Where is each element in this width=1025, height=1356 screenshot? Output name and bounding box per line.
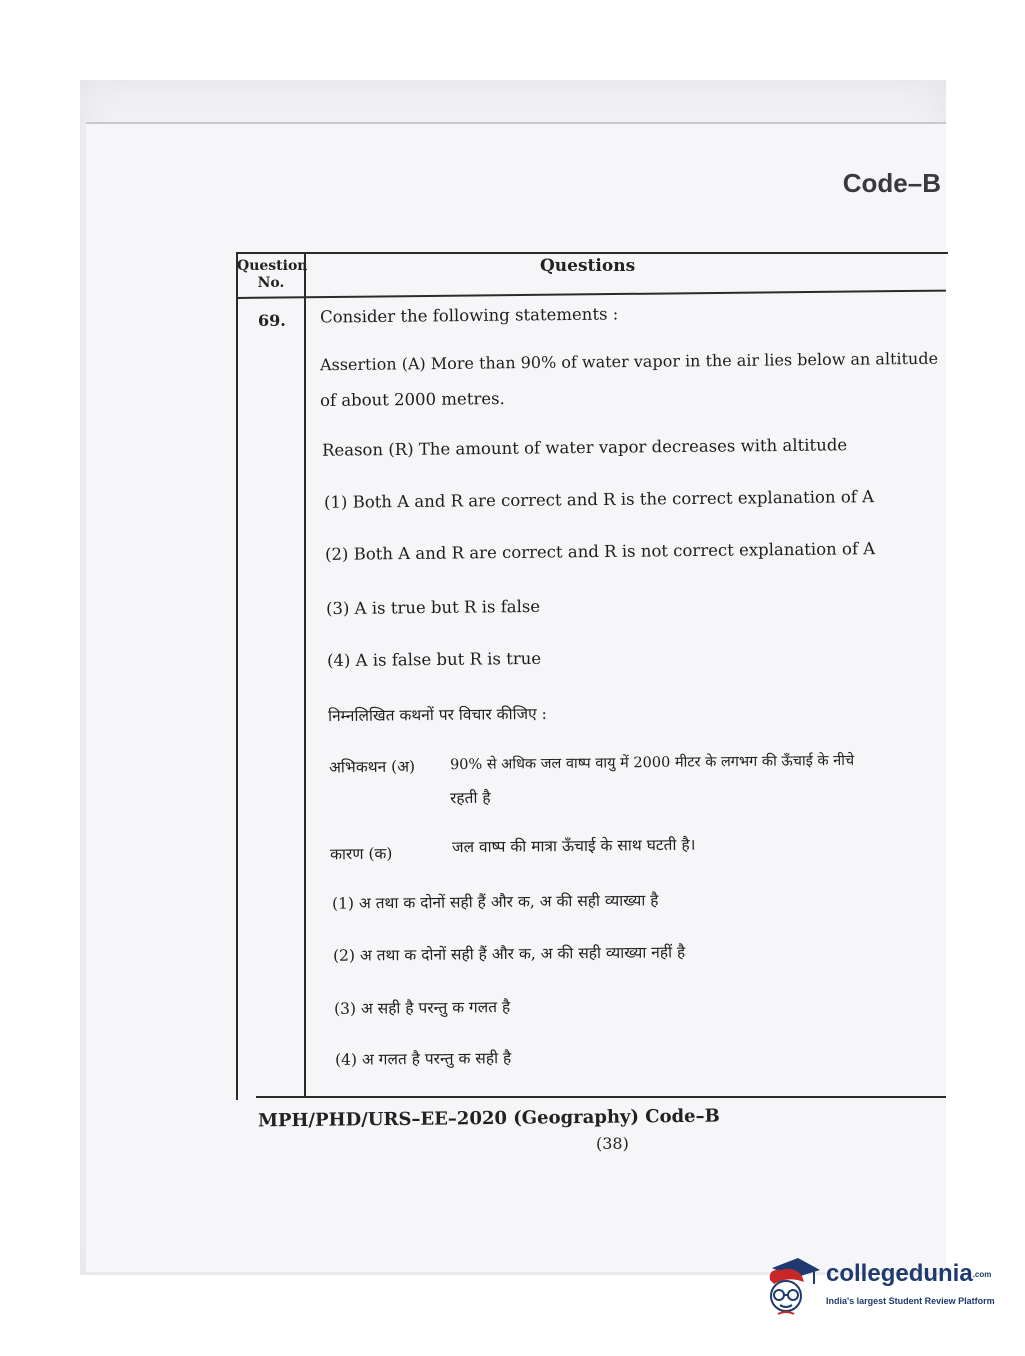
assertion-hi-line1: 90% से अधिक जल वाष्प वायु में 2000 मीटर के लगभग की ऊँचाई के नीचे [449,752,855,774]
question-number: 69. [258,311,286,330]
option-hi-1: (1) अ तथा क दोनों सही हैं और क, अ की सही व्याख्या है [331,891,659,913]
question-intro-hi: निम्नलिखित कथनों पर विचार कीजिए : [327,704,547,726]
reason-hi-label: कारण (क) [329,844,393,864]
collegedunia-logo[interactable] [764,1254,996,1324]
logo-wordmark: collegedunia.com [826,1260,992,1287]
assertion-en-line1: Assertion (A) More than 90% of water vapor in the air lies below an altitude [319,348,939,375]
assertion-hi-label: अभिकथन (अ) [328,757,416,777]
option-en-4: (4) A is false but R is true [326,648,542,671]
assertion-en-line2: of about 2000 metres. [319,389,505,410]
reason-hi: जल वाष्प की मात्रा ऊँचाई के साथ घटती है। [451,835,696,857]
logo-suffix: .com [972,1270,992,1280]
code-label: Code–B [842,168,941,198]
option-hi-3: (3) अ सही है परन्तु क गलत है [333,998,511,1018]
header-questions: Questions [540,256,636,276]
page-footer: MPH/PHD/URS–EE–2020 (Geography) Code–B [257,1105,720,1132]
logo-tagline: India's largest Student Review Platform [826,1296,995,1306]
table-bottom-border [256,1096,946,1098]
question-intro-en: Consider the following statements : [319,304,619,327]
option-en-2: (2) Both A and R are correct and R is not correct explanation of A [324,539,876,564]
option-en-1: (1) Both A and R are correct and R is the correct explanation of A [323,487,875,512]
reason-en: Reason (R) The amount of water vapor decreases with altitude [321,435,848,460]
option-hi-2: (2) अ तथा क दोनों सही हैं और क, अ की सही व्याख्या नहीं है [332,943,686,965]
table-column-divider [304,252,306,1098]
option-en-3: (3) A is true but R is false [325,596,541,619]
option-hi-4: (4) अ गलत है परन्तु क सही है [334,1049,512,1069]
student-mascot-icon [764,1254,820,1324]
assertion-hi-line2: रहती है [449,788,491,808]
page-number: (38) [596,1134,629,1153]
question-table [236,252,948,1100]
header-question-no: Question No. [237,258,308,291]
